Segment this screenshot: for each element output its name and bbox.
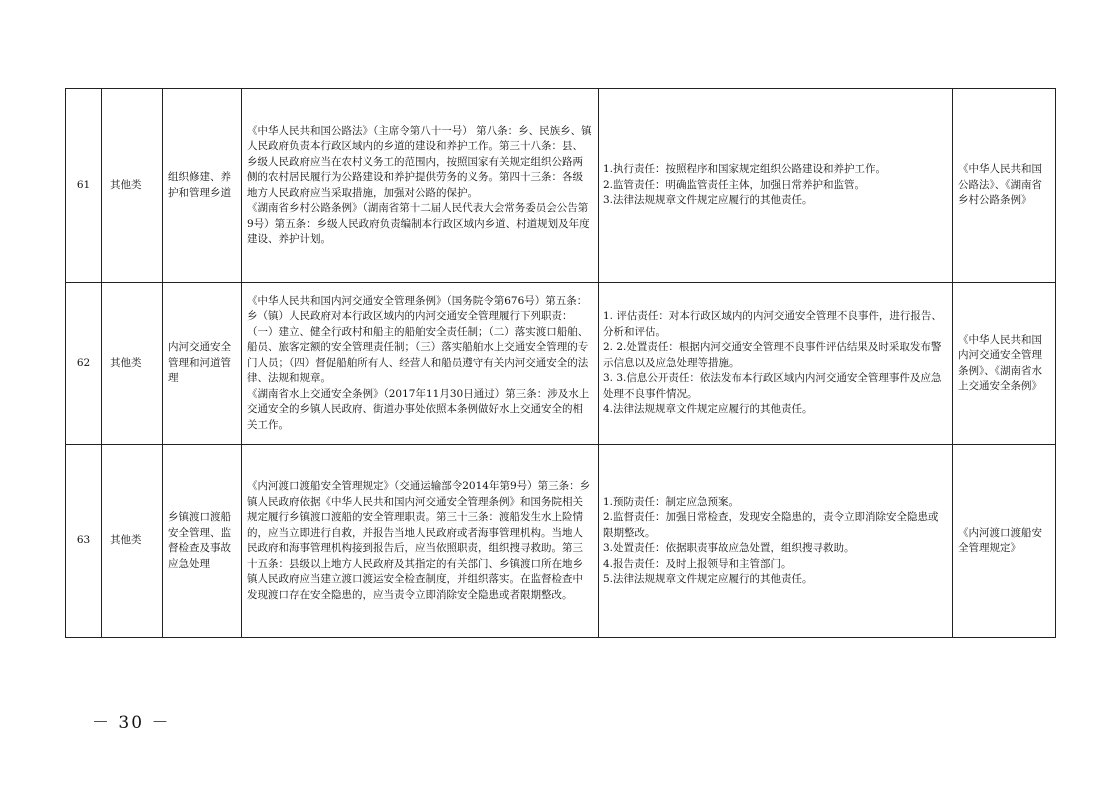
row-legal-basis (242, 283, 599, 445)
responsibility-item: 3.处置责任：依据职责事故应急处置，组织搜寻救助。 (603, 542, 855, 554)
row-legal-basis (242, 89, 599, 283)
row-number: 61 (66, 89, 102, 283)
responsibility-item: 2.监督责任：加强日常检查，发现安全隐患的，责令立即消除安全隐患或限期整改。 (603, 511, 939, 539)
responsibility-item: 4.报告责任：及时上报领导和主管部门。 (603, 557, 792, 570)
legal-basis-paragraph: 《内河渡口渡船安全管理规定》（交通运输部令2014年第9号）第三条：乡镇人民政府依据《中华人民共和国内河交通安全管理条例》和国务院相关规定履行乡镇渡口渡船的安全管理职责。第三十三条：渡船发生水上险情的，应当立即进行自救，并报告当地人民政府或者海事管理机构。当地人民政府和海事管理机构接到报告后，应当依照职责，组织搜寻救助。第三十五条：县级以上地方人民政府及其指定的有关部门、乡镇渡口所在地乡镇人民政府应当建立渡口渡运安全检查制度，并组织落实。在监督检查中发现渡口存在安全隐患的，应当责令立即消除安全隐患或者限期整改。 (247, 480, 591, 601)
row-legal-basis (242, 445, 599, 638)
responsibility-item: 3.法律法规规章文件规定应履行的其他责任。 (603, 194, 813, 207)
row-responsibilities (599, 445, 953, 638)
table-body (66, 89, 1056, 638)
responsibility-item: 4.法律法规规章文件规定应履行的其他责任。 (603, 403, 813, 416)
row-item-name: 组织修建、养护和管理乡道 (163, 89, 242, 283)
legal-basis-paragraph: 《湖南省水上交通安全条例》（2017年11月30日通过）第三条：涉及水上交通安全的乡镇人民政府、街道办事处依照本条例做好水上交通安全的相关工作。 (247, 387, 590, 431)
row-responsibilities (599, 283, 953, 445)
responsibility-item: 2.监管责任：明确监管责任主体，加强日常养护和监管。 (603, 178, 866, 191)
row-reference: 《内河渡口渡船安全管理规定》 (953, 445, 1056, 638)
page-number: － 30 － (92, 713, 171, 733)
row-item-name: 内河交通安全管理和河道管理 (163, 283, 242, 445)
table-row (66, 445, 1056, 638)
table-row (66, 283, 1056, 445)
responsibility-item: 3. 3.信息公开责任：依法发布本行政区域内内河交通安全管理事件及应急处理不良事件情况。 (603, 372, 942, 400)
row-category: 其他类 (102, 89, 163, 283)
responsibility-item: 1.预防责任：制定应急预案。 (603, 495, 740, 508)
responsibility-item: 1. 评估责任：对本行政区域内的内河交通安全管理不良事件，进行报告、分析和评估。 (603, 310, 942, 338)
legal-basis-paragraph: 《中华人民共和国内河交通安全管理条例》（国务院令第676号）第五条：乡（镇）人民政府对本行政区域内的内河交通安全管理履行下列职责：（一）建立、健全行政村和船主的船舶安全责任制；（二）落实渡口船舶、船员、旅客定额的安全管理责任制；（三）落实船舶水上交通安全管理的专门人员；（四）督促船舶所有人、经营人和船员遵守有关内河交通安全的法律、法规和规章。 (247, 294, 589, 385)
table-row (66, 89, 1056, 283)
legal-basis-paragraph: 《中华人民共和国公路法》（主席令第八十一号） 第八条：乡、民族乡、镇人民政府负责本行政区域内的乡道的建设和养护工作。第三十八条：县、乡级人民政府应当在农村义务工的范围内，按照国家有关规定组织公路两侧的农村居民履行为公路建设和养护提供劳务的义务。第四十三条：各级地方人民政府应当采取措施，加强对公路的保护。 (247, 124, 592, 199)
row-responsibilities (599, 89, 953, 283)
row-reference: 《中华人民共和国内河交通安全管理条例》、《湖南省水上交通安全条例》 (953, 283, 1056, 445)
row-item-name: 乡镇渡口渡船安全管理、监督检查及事故应急处理 (163, 445, 242, 638)
row-number: 62 (66, 283, 102, 445)
row-number: 63 (66, 445, 102, 638)
row-reference: 《中华人民共和国公路法》、《湖南省乡村公路条例》 (953, 89, 1056, 283)
responsibility-item: 2. 2.处置责任：根据内河交通安全管理不良事件评估结果及时采取发布警示信息以及应急处理等措施。 (603, 341, 942, 369)
legal-basis-paragraph: 《湖南省乡村公路条例》（湖南省第十二届人民代表大会常务委员会公告第9号）第五条：乡级人民政府负责编制本行政区域内乡道、村道规划及年度建设、养护计划。 (247, 202, 590, 245)
responsibility-item: 5.法律法规规章文件规定应履行的其他责任。 (603, 573, 813, 585)
responsibility-item: 1.执行责任：按照程序和国家规定组织公路建设和养护工作。 (603, 163, 887, 176)
row-category: 其他类 (102, 445, 163, 638)
responsibility-table (65, 88, 1056, 638)
row-category: 其他类 (102, 283, 163, 445)
